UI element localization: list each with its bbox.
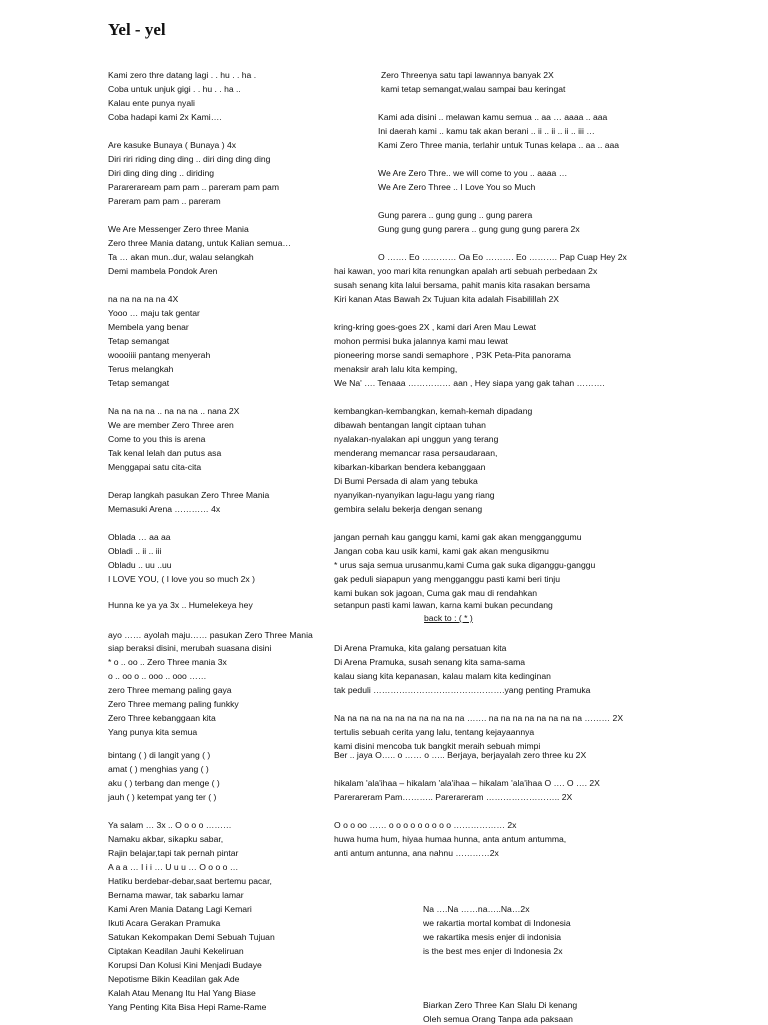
right-lyric-line: tertulis sebuah cerita yang lalu, tentang kejayaannya bbox=[334, 727, 535, 737]
right-lyric-line: pioneering morse sandi semaphore , P3K Peta-Pita panorama bbox=[334, 350, 571, 360]
right-lyric-line: Di Arena Pramuka, susah senang kita sama-sama bbox=[334, 657, 526, 667]
right-lyric-line: kami disini mencoba tuk bangkit meraih sebuah mimpi bbox=[334, 741, 541, 751]
right-lyric-line: Di Bumi Persada di alam yang tebuka bbox=[334, 476, 478, 486]
left-lyric-line: zero Three memang paling gaya bbox=[108, 685, 232, 695]
left-lyric-line: Zero Three kebanggaan kita bbox=[108, 713, 216, 723]
left-lyric-line: Tetap semangat bbox=[108, 336, 170, 346]
left-lyric-line: Oblada … aa aa bbox=[108, 532, 171, 542]
left-lyric-line: Coba untuk unjuk gigi . . hu . . ha .. bbox=[108, 84, 241, 94]
left-lyric-line: Are kasuke Bunaya ( Bunaya ) 4x bbox=[108, 140, 237, 150]
right-lyric-line: Oleh semua Orang Tanpa ada paksaan bbox=[423, 1014, 573, 1024]
right-lyric-line: jangan pernah kau ganggu kami, kami gak akan mengganggumu bbox=[334, 532, 582, 542]
left-lyric-line: amat ( ) menghias yang ( ) bbox=[108, 764, 209, 774]
left-lyric-line: * o .. oo .. Zero Three mania 3x bbox=[108, 657, 227, 667]
left-lyric-line: Memasuki Arena ………… 4x bbox=[108, 504, 221, 514]
right-lyric-line: is the best mes enjer di Indonesia 2x bbox=[423, 946, 563, 956]
right-lyric-line: kring-kring goes-goes 2X , kami dari Aren Mau Lewat bbox=[334, 322, 537, 332]
left-lyric-line: Korupsi Dan Kolusi Kini Menjadi Budaye bbox=[108, 960, 262, 970]
left-lyric-line: Tetap semangat bbox=[108, 378, 170, 388]
left-lyric-line: Yooo … maju tak gentar bbox=[108, 308, 200, 318]
left-lyric-line: Come to you this is arena bbox=[108, 434, 206, 444]
right-lyric-line: Di Arena Pramuka, kita galang persatuan kita bbox=[334, 643, 507, 653]
right-lyric-line: kembangkan-kembangkan, kemah-kemah dipadang bbox=[334, 406, 533, 416]
right-lyric-line: hikalam 'ala'ihaa – hikalam 'ala'ihaa – hikalam 'ala'ihaa O …. O …. 2X bbox=[334, 778, 600, 788]
left-lyric-line: Obladi .. ii .. iii bbox=[108, 546, 162, 556]
left-lyric-line: We are member Zero Three aren bbox=[108, 420, 234, 430]
left-lyric-line: Diri ding ding ding .. diriding bbox=[108, 168, 215, 178]
right-lyric-line: Na ….Na ……na…..Na…2x bbox=[423, 904, 530, 914]
left-lyric-line: Ta … akan mun..dur, walau selangkah bbox=[108, 252, 254, 262]
left-lyric-line: Yang punya kita semua bbox=[108, 727, 198, 737]
left-lyric-line: A a a … I i i … U u u … O o o o … bbox=[108, 862, 239, 872]
page-title: Yel - yel bbox=[108, 20, 166, 39]
left-lyric-line: Tak kenal lelah dan putus asa bbox=[108, 448, 222, 458]
left-lyric-line: o .. oo o .. ooo .. ooo …… bbox=[108, 671, 207, 681]
right-lyric-line: Kami Zero Three mania, terlahir untuk Tunas kelapa .. aa .. aaa bbox=[378, 140, 620, 150]
right-lyric-line: Biarkan Zero Three Kan Slalu Di kenang bbox=[423, 1000, 578, 1010]
right-lyric-line: susah senang kita lalui bersama, pahit manis kita rasakan bersama bbox=[334, 280, 591, 290]
right-lyric-line: kalau siang kita kepanasan, kalau malam kita kedinginan bbox=[334, 671, 551, 681]
left-lyric-line: Terus melangkah bbox=[108, 364, 174, 374]
left-lyric-line: We Are Messenger Zero three Mania bbox=[108, 224, 249, 234]
left-lyric-line: ayo …… ayolah maju…… pasukan Zero Three Mania bbox=[108, 630, 313, 640]
right-lyric-line: nyalakan-nyalakan api unggun yang terang bbox=[334, 434, 499, 444]
right-lyric-line: mohon permisi buka jalannya kami mau lewat bbox=[334, 336, 508, 346]
left-lyric-line: Kalah Atau Menang Itu Hal Yang Biase bbox=[108, 988, 256, 998]
left-lyric-line: woooiiii pantang menyerah bbox=[108, 350, 211, 360]
right-lyric-line: dibawah bentangan langit ciptaan tuhan bbox=[334, 420, 486, 430]
right-lyric-line: nyanyikan-nyanyikan lagu-lagu yang riang bbox=[334, 490, 495, 500]
right-lyric-line: we rakartia mortal kombat di Indonesia bbox=[423, 918, 571, 928]
left-lyric-line: Ciptakan Keadilan Jauhi Kekeliruan bbox=[108, 946, 244, 956]
left-lyric-line: Obladu .. uu ..uu bbox=[108, 560, 172, 570]
left-lyric-line: Diri riri riding ding ding .. diri ding ding ding bbox=[108, 154, 271, 164]
right-lyric-line: we rakartika mesis enjer di indonisia bbox=[423, 932, 562, 942]
left-lyric-line: Hunna ke ya ya 3x .. Humelekeya hey bbox=[108, 600, 253, 610]
left-lyric-line: Kami Aren Mania Datang Lagi Kemari bbox=[108, 904, 252, 914]
left-lyric-line: I LOVE YOU, ( I love you so much 2x ) bbox=[108, 574, 255, 584]
right-lyric-line: * urus saja semua urusanmu,kami Cuma gak suka diganggu-ganggu bbox=[334, 560, 596, 570]
left-lyric-line: Kami zero thre datang lagi . . hu . . ha . bbox=[108, 70, 257, 80]
right-lyric-line: Kami ada disini .. melawan kamu semua .. aa … aaaa .. aaa bbox=[378, 112, 608, 122]
right-lyric-line: menaksir arah lalu kita kemping, bbox=[334, 364, 458, 374]
left-lyric-line: Rajin belajar,tapi tak pernah pintar bbox=[108, 848, 239, 858]
right-lyric-line: setanpun pasti kami lawan, karna kami bukan pecundang bbox=[334, 600, 553, 610]
right-lyric-line: kami tetap semangat,walau sampai bau keringat bbox=[381, 84, 566, 94]
right-lyric-line: Ini daerah kami .. kamu tak akan berani .. ii .. ii .. ii .. iii … bbox=[378, 126, 595, 136]
right-lyric-line: gak peduli siapapun yang mengganggu pasti kami beri tinju bbox=[334, 574, 560, 584]
right-lyric-line: We Na' …. Tenaaa …………… aan , Hey siapa yang gak tahan ………. bbox=[334, 378, 605, 388]
right-lyric-line: O o o oo …… o o o o o o o o o ……………… 2x bbox=[334, 820, 517, 830]
right-lyric-line: huwa huma hum, hiyaa humaa hunna, anta antum antumma, bbox=[334, 834, 567, 844]
left-lyric-line: Pareram pam pam .. pareram bbox=[108, 196, 221, 206]
left-lyric-line: Bernama mawar, tak sabarku lamar bbox=[108, 890, 244, 900]
right-lyric-line: kibarkan-kibarkan bendera kebanggaan bbox=[334, 462, 486, 472]
left-lyric-line: bintang ( ) di langit yang ( ) bbox=[108, 750, 211, 760]
right-lyric-line: Ber .. jaya O….. o …… o ….. Berjaya, berjayalah zero three ku 2X bbox=[334, 750, 587, 760]
left-lyric-line: Hatiku berdebar-debar,saat bertemu pacar, bbox=[108, 876, 272, 886]
left-lyric-line: Demi mambela Pondok Aren bbox=[108, 266, 218, 276]
left-lyric-line: Zero three Mania datang, untuk Kalian semua… bbox=[108, 238, 291, 248]
left-lyric-line: Zero Three memang paling funkky bbox=[108, 699, 239, 709]
right-lyric-line: Na na na na na na na na na na na ……. na na na na na na na na ……… 2X bbox=[334, 713, 624, 723]
left-lyric-line: jauh ( ) ketempat yang ter ( ) bbox=[108, 792, 217, 802]
right-lyric-line: kami bukan sok jagoan, Cuma gak mau di rendahkan bbox=[334, 588, 538, 598]
left-lyric-line: Ya salam … 3x .. O o o o ……… bbox=[108, 820, 232, 830]
right-lyric-line: Jangan coba kau usik kami, kami gak akan mengusikmu bbox=[334, 546, 549, 556]
right-lyric-line: Gung parera .. gung gung .. gung parera bbox=[378, 210, 533, 220]
left-lyric-line: Ikuti Acara Gerakan Pramuka bbox=[108, 918, 221, 928]
left-lyric-line: aku ( ) terbang dan menge ( ) bbox=[108, 778, 220, 788]
right-lyric-line: Zero Threenya satu tapi lawannya banyak 2X bbox=[381, 70, 554, 80]
left-lyric-line: Membela yang benar bbox=[108, 322, 189, 332]
right-lyric-line: Kiri kanan Atas Bawah 2x Tujuan kita adalah Fisabilillah 2X bbox=[334, 294, 560, 304]
left-lyric-line: Kalau ente punya nyali bbox=[108, 98, 195, 108]
left-lyric-line: Coba hadapi kami 2x Kami…. bbox=[108, 112, 222, 122]
right-lyric-line: tak peduli ……………………………………….yang penting Pramuka bbox=[334, 685, 591, 695]
left-lyric-line: Namaku akbar, sikapku sabar, bbox=[108, 834, 224, 844]
left-lyric-line: na na na na na 4X bbox=[108, 294, 179, 304]
left-lyric-line: Na na na na .. na na na .. nana 2X bbox=[108, 406, 240, 416]
right-lyric-line: Gung gung gung parera .. gung gung gung parera 2x bbox=[378, 224, 580, 234]
right-lyric-line: O ……. Eo ………… Oa Eo ………. Eo ………. Pap Cuap Hey 2x bbox=[378, 252, 627, 262]
left-lyric-line: Menggapai satu cita-cita bbox=[108, 462, 202, 472]
right-lyric-line: hai kawan, yoo mari kita renungkan apalah arti sebuah perbedaan 2x bbox=[334, 266, 598, 276]
right-lyric-line: We Are Zero Three .. I Love You so Much bbox=[378, 182, 536, 192]
right-lyric-line: Parerareram Pam……….. Parerareram …………………….. 2X bbox=[334, 792, 573, 802]
left-lyric-line: Yang Penting Kita Bisa Hepi Rame-Rame bbox=[108, 1002, 267, 1012]
right-lyric-line: We Are Zero Thre.. we will come to you .. aaaa … bbox=[378, 168, 568, 178]
right-lyric-line: menderang memancar rasa persaudaraan, bbox=[334, 448, 498, 458]
left-lyric-line: Derap langkah pasukan Zero Three Mania bbox=[108, 490, 270, 500]
left-lyric-line: Parareraream pam pam .. pareram pam pam bbox=[108, 182, 279, 192]
right-lyric-line: back to : ( * ) bbox=[424, 613, 473, 623]
right-lyric-line: anti antum antunna, ana nahnu …………2x bbox=[334, 848, 499, 858]
left-lyric-line: siap beraksi disini, merubah suasana disini bbox=[108, 643, 272, 653]
right-lyric-line: gembira selalu bekerja dengan senang bbox=[334, 504, 483, 514]
left-lyric-line: Nepotisme Bikin Keadilan gak Ade bbox=[108, 974, 240, 984]
left-lyric-line: Satukan Kekompakan Demi Sebuah Tujuan bbox=[108, 932, 275, 942]
